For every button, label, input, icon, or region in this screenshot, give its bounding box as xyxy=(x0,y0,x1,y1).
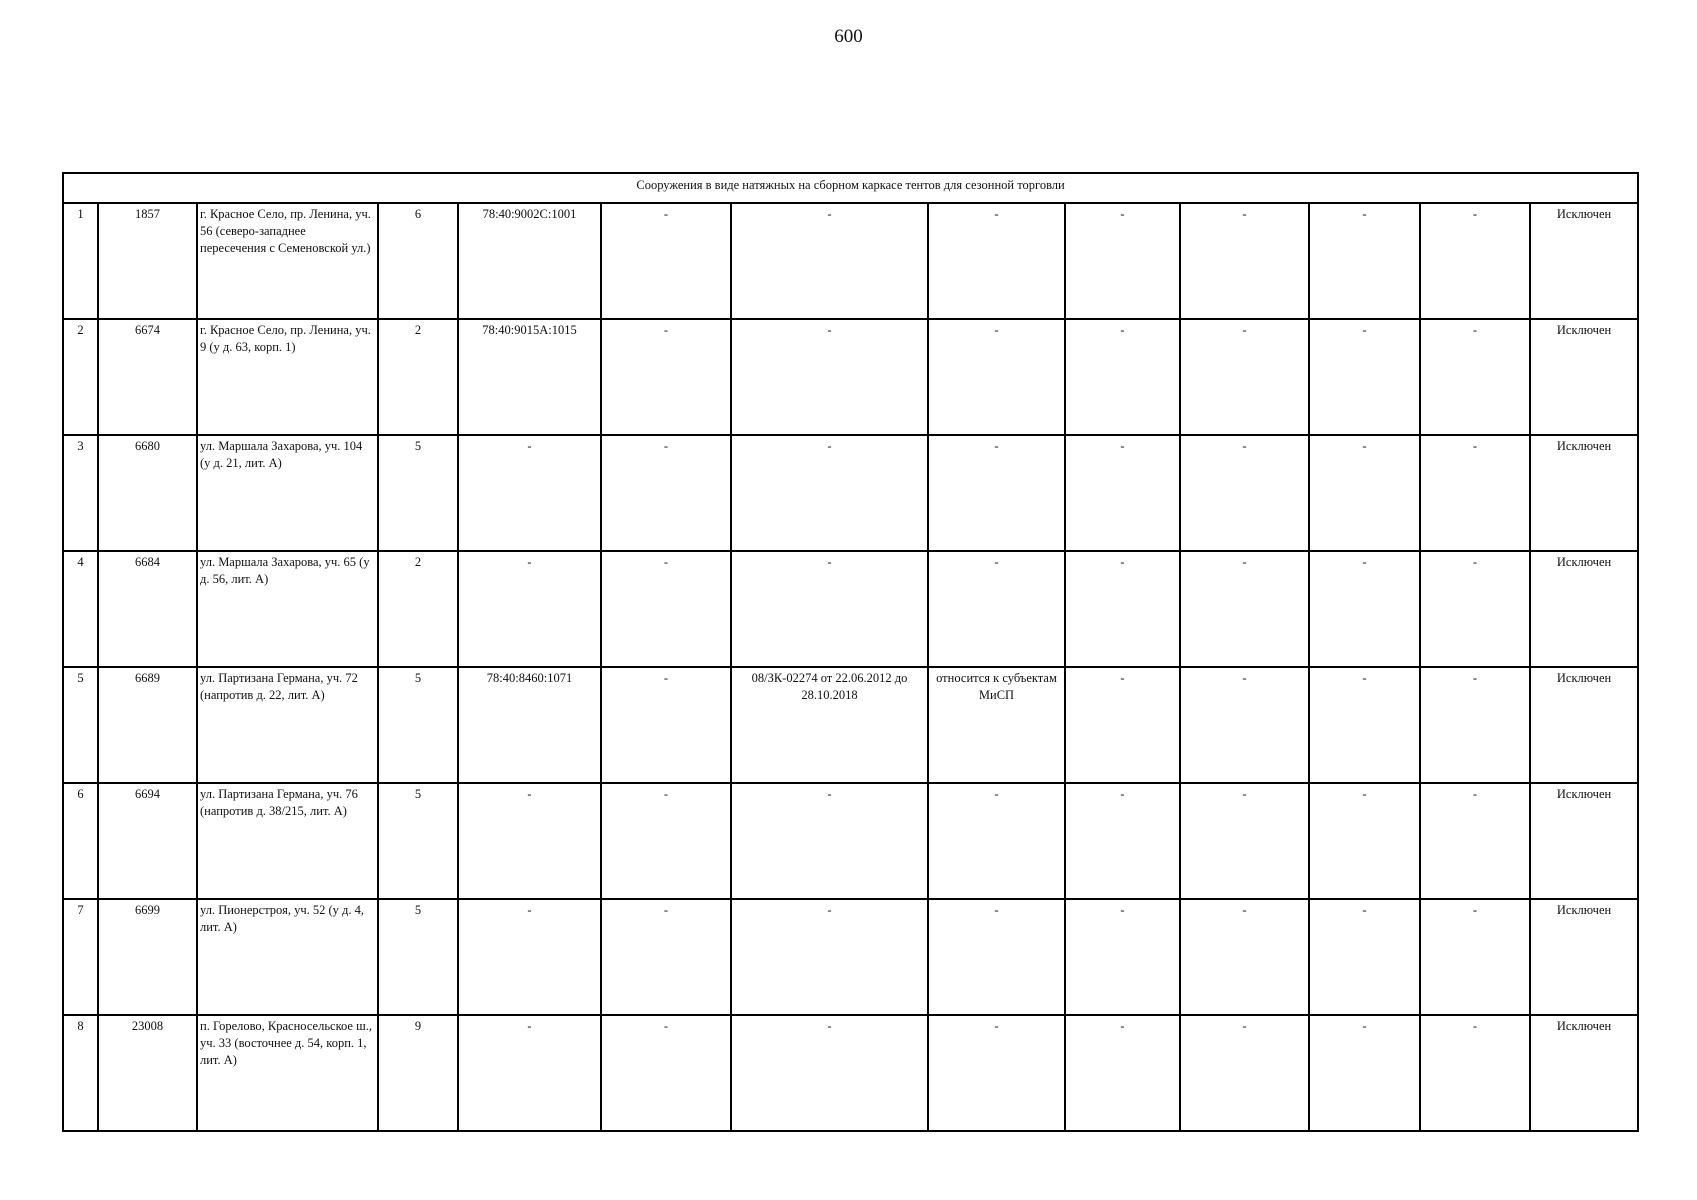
column-6-cell: - xyxy=(601,667,731,783)
cadastral-number-cell: - xyxy=(458,1015,601,1131)
column-10-cell: - xyxy=(1180,1015,1309,1131)
status-cell: Исключен xyxy=(1530,551,1638,667)
quantity-cell: 5 xyxy=(378,435,458,551)
table-row xyxy=(63,319,1638,435)
column-10-cell: - xyxy=(1180,435,1309,551)
column-12-cell: - xyxy=(1420,783,1530,899)
address-cell: ул. Маршала Захарова, уч. 65 (у д. 56, лит. А) xyxy=(197,551,378,667)
cadastral-number-cell: - xyxy=(458,783,601,899)
business-category-cell: - xyxy=(928,783,1065,899)
cadastral-number-cell: - xyxy=(458,435,601,551)
contract-cell: 08/ЗК-02274 от 22.06.2012 до 28.10.2018 xyxy=(731,667,928,783)
contract-cell: - xyxy=(731,319,928,435)
cadastral-number-cell: - xyxy=(458,899,601,1015)
address-cell: ул. Партизана Германа, уч. 76 (напротив д. 38/215, лит. А) xyxy=(197,783,378,899)
quantity-cell: 2 xyxy=(378,319,458,435)
object-id-cell: 1857 xyxy=(98,203,197,319)
business-category-cell: - xyxy=(928,435,1065,551)
object-id-cell: 6674 xyxy=(98,319,197,435)
column-6-cell: - xyxy=(601,435,731,551)
address-cell: ул. Маршала Захарова, уч. 104 (у д. 21, лит. А) xyxy=(197,435,378,551)
object-id-cell: 6689 xyxy=(98,667,197,783)
column-6-cell: - xyxy=(601,551,731,667)
table-row xyxy=(63,1015,1638,1131)
business-category-cell: - xyxy=(928,203,1065,319)
object-id-cell: 6680 xyxy=(98,435,197,551)
object-id-cell: 6699 xyxy=(98,899,197,1015)
column-9-cell: - xyxy=(1065,203,1180,319)
objects-table xyxy=(62,172,1639,1132)
column-11-cell: - xyxy=(1309,203,1420,319)
status-cell: Исключен xyxy=(1530,319,1638,435)
quantity-cell: 5 xyxy=(378,667,458,783)
business-category-cell: - xyxy=(928,899,1065,1015)
quantity-cell: 9 xyxy=(378,1015,458,1131)
column-10-cell: - xyxy=(1180,667,1309,783)
status-cell: Исключен xyxy=(1530,435,1638,551)
business-category-cell: - xyxy=(928,551,1065,667)
column-9-cell: - xyxy=(1065,551,1180,667)
column-9-cell: - xyxy=(1065,319,1180,435)
column-10-cell: - xyxy=(1180,203,1309,319)
column-6-cell: - xyxy=(601,783,731,899)
row-number-cell: 3 xyxy=(63,435,98,551)
business-category-cell: - xyxy=(928,319,1065,435)
page-number: 600 xyxy=(834,26,863,47)
section-title: Сооружения в виде натяжных на сборном каркасе тентов для сезонной торговли xyxy=(63,173,1638,203)
table-row xyxy=(63,435,1638,551)
cadastral-number-cell: - xyxy=(458,551,601,667)
section-header-row xyxy=(63,173,1638,203)
row-number-cell: 8 xyxy=(63,1015,98,1131)
cadastral-number-cell: 78:40:9015А:1015 xyxy=(458,319,601,435)
column-11-cell: - xyxy=(1309,551,1420,667)
column-11-cell: - xyxy=(1309,319,1420,435)
quantity-cell: 5 xyxy=(378,899,458,1015)
contract-cell: - xyxy=(731,1015,928,1131)
status-cell: Исключен xyxy=(1530,667,1638,783)
quantity-cell: 2 xyxy=(378,551,458,667)
column-9-cell: - xyxy=(1065,783,1180,899)
address-cell: г. Красное Село, пр. Ленина, уч. 56 (северо-западнее пересечения с Семеновской ул.) xyxy=(197,203,378,319)
contract-cell: - xyxy=(731,551,928,667)
column-9-cell: - xyxy=(1065,435,1180,551)
status-cell: Исключен xyxy=(1530,1015,1638,1131)
column-12-cell: - xyxy=(1420,435,1530,551)
contract-cell: - xyxy=(731,783,928,899)
column-6-cell: - xyxy=(601,1015,731,1131)
row-number-cell: 5 xyxy=(63,667,98,783)
column-10-cell: - xyxy=(1180,551,1309,667)
address-cell: ул. Пионерстроя, уч. 52 (у д. 4, лит. А) xyxy=(197,899,378,1015)
address-cell: г. Красное Село, пр. Ленина, уч. 9 (у д. 63, корп. 1) xyxy=(197,319,378,435)
status-cell: Исключен xyxy=(1530,783,1638,899)
cadastral-number-cell: 78:40:8460:1071 xyxy=(458,667,601,783)
table-row xyxy=(63,783,1638,899)
row-number-cell: 1 xyxy=(63,203,98,319)
object-id-cell: 6684 xyxy=(98,551,197,667)
column-11-cell: - xyxy=(1309,667,1420,783)
object-id-cell: 23008 xyxy=(98,1015,197,1131)
column-6-cell: - xyxy=(601,899,731,1015)
table-row xyxy=(63,899,1638,1015)
column-11-cell: - xyxy=(1309,435,1420,551)
object-id-cell: 6694 xyxy=(98,783,197,899)
column-12-cell: - xyxy=(1420,319,1530,435)
column-10-cell: - xyxy=(1180,783,1309,899)
column-12-cell: - xyxy=(1420,1015,1530,1131)
business-category-cell: относится к субъектам МиСП xyxy=(928,667,1065,783)
address-cell: п. Горелово, Красносельское ш., уч. 33 (восточнее д. 54, корп. 1, лит. А) xyxy=(197,1015,378,1131)
status-cell: Исключен xyxy=(1530,203,1638,319)
business-category-cell: - xyxy=(928,1015,1065,1131)
quantity-cell: 6 xyxy=(378,203,458,319)
column-12-cell: - xyxy=(1420,551,1530,667)
row-number-cell: 7 xyxy=(63,899,98,1015)
cadastral-number-cell: 78:40:9002С:1001 xyxy=(458,203,601,319)
quantity-cell: 5 xyxy=(378,783,458,899)
column-12-cell: - xyxy=(1420,899,1530,1015)
row-number-cell: 6 xyxy=(63,783,98,899)
contract-cell: - xyxy=(731,435,928,551)
column-11-cell: - xyxy=(1309,783,1420,899)
column-9-cell: - xyxy=(1065,667,1180,783)
column-10-cell: - xyxy=(1180,899,1309,1015)
table-row xyxy=(63,551,1638,667)
table-row xyxy=(63,203,1638,319)
column-9-cell: - xyxy=(1065,1015,1180,1131)
table-row xyxy=(63,667,1638,783)
column-9-cell: - xyxy=(1065,899,1180,1015)
column-6-cell: - xyxy=(601,319,731,435)
column-6-cell: - xyxy=(601,203,731,319)
column-12-cell: - xyxy=(1420,667,1530,783)
column-10-cell: - xyxy=(1180,319,1309,435)
column-11-cell: - xyxy=(1309,1015,1420,1131)
contract-cell: - xyxy=(731,899,928,1015)
address-cell: ул. Партизана Германа, уч. 72 (напротив д. 22, лит. А) xyxy=(197,667,378,783)
column-12-cell: - xyxy=(1420,203,1530,319)
contract-cell: - xyxy=(731,203,928,319)
row-number-cell: 2 xyxy=(63,319,98,435)
status-cell: Исключен xyxy=(1530,899,1638,1015)
row-number-cell: 4 xyxy=(63,551,98,667)
column-11-cell: - xyxy=(1309,899,1420,1015)
